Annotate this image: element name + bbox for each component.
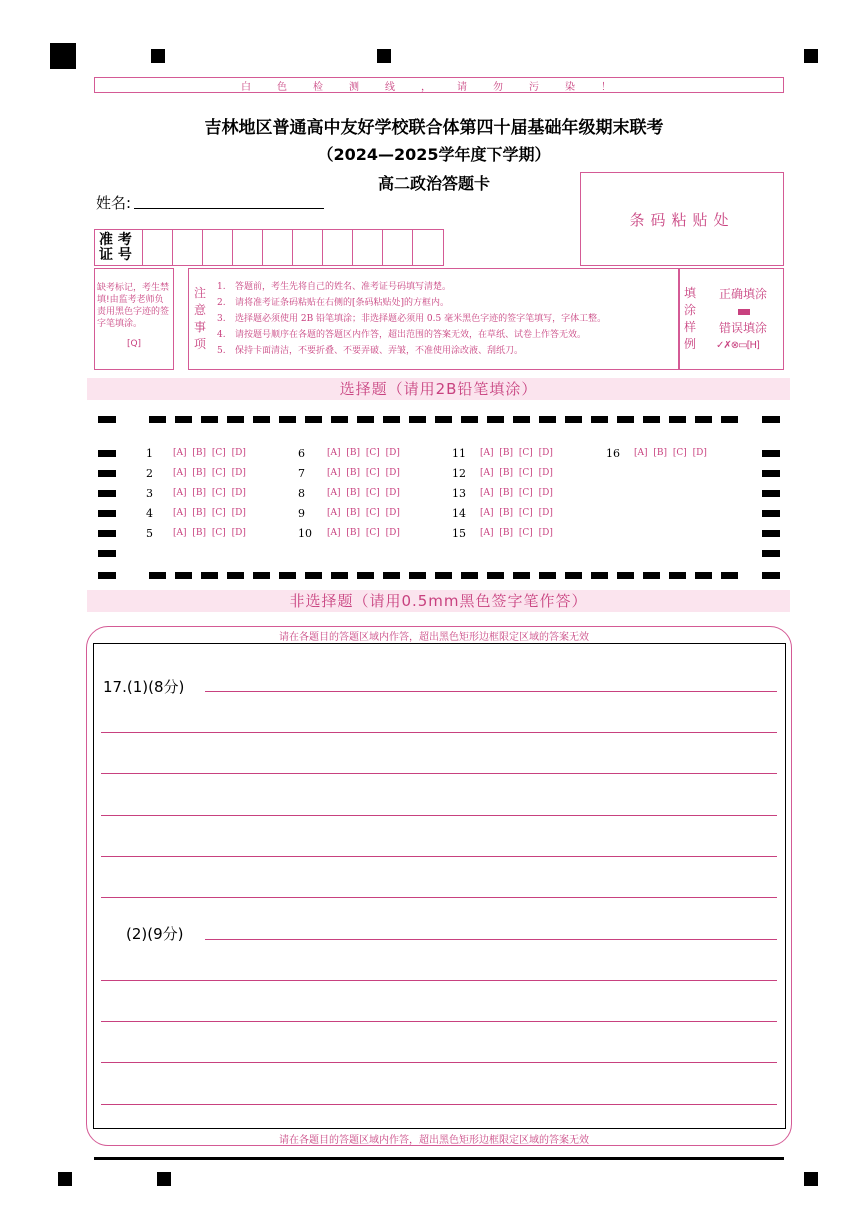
- timing-mark: [98, 550, 116, 557]
- question-number: 2: [146, 467, 153, 480]
- fill-example-label: 填 涂 样 例: [683, 286, 696, 351]
- exam-number-cell[interactable]: [143, 230, 173, 265]
- question-number: 12: [452, 467, 466, 480]
- exam-number-label: [95, 230, 143, 265]
- answer-line[interactable]: [205, 939, 777, 940]
- exam-title: 吉林地区普通高中友好学校联合体第四十届基础年级期末联考: [204, 118, 664, 138]
- exam-number-cell[interactable]: [233, 230, 263, 265]
- q17-part1-label: 17.(1)(8分): [103, 678, 185, 696]
- timing-mark: [383, 572, 400, 579]
- answer-line[interactable]: [101, 1021, 777, 1022]
- answer-options[interactable]: [A] [B] [C] [D]: [480, 508, 553, 518]
- timing-mark: [565, 416, 582, 423]
- timing-mark: [461, 572, 478, 579]
- timing-mark: [435, 416, 452, 423]
- correct-fill-label: 正确填涂: [719, 287, 768, 301]
- corner-mark-top-left: [50, 43, 76, 69]
- timing-mark: [175, 416, 192, 423]
- timing-mark: [565, 572, 582, 579]
- timing-mark: [98, 416, 116, 423]
- timing-mark: [762, 416, 780, 423]
- timing-mark: [643, 416, 660, 423]
- timing-mark: [331, 416, 348, 423]
- notice-label: 注 意 事 项: [193, 286, 206, 351]
- timing-mark: [762, 572, 780, 579]
- question-number: 7: [298, 467, 305, 480]
- question-number: 6: [298, 447, 305, 460]
- answer-line[interactable]: [101, 1104, 777, 1105]
- barcode-label: 条码粘贴处: [629, 210, 735, 229]
- answer-area-q17[interactable]: [93, 643, 786, 1129]
- timing-mark: [591, 572, 608, 579]
- white-detection-strip: [94, 77, 784, 93]
- timing-mark: [279, 572, 296, 579]
- exam-number-cell[interactable]: [173, 230, 203, 265]
- question-number: 8: [298, 487, 305, 500]
- question-number: 11: [452, 447, 466, 460]
- answer-line[interactable]: [101, 856, 777, 857]
- timing-mark: [721, 572, 738, 579]
- timing-mark: [461, 416, 478, 423]
- timing-mark: [804, 1172, 818, 1186]
- timing-mark: [305, 416, 322, 423]
- timing-mark: [157, 1172, 171, 1186]
- question-number: 4: [146, 507, 153, 520]
- timing-mark: [539, 416, 556, 423]
- timing-mark: [357, 416, 374, 423]
- question-number: 13: [452, 487, 466, 500]
- exam-number-grid: [94, 229, 444, 266]
- exam-number-cell[interactable]: [293, 230, 323, 265]
- timing-mark: [253, 416, 270, 423]
- answer-area-note-bottom: 请在各题目的答题区域内作答，超出黑色矩形边框限定区域的答案无效: [279, 1135, 589, 1146]
- notice-item: 2. 请将准考证条码粘贴在右侧的[条码粘贴处]的方框内。: [217, 298, 450, 308]
- answer-options[interactable]: [A] [B] [C] [D]: [480, 488, 553, 498]
- answer-options[interactable]: [A] [B] [C] [D]: [327, 508, 400, 518]
- answer-options[interactable]: [A] [B] [C] [D]: [327, 468, 400, 478]
- timing-mark: [58, 1172, 72, 1186]
- timing-mark: [98, 510, 116, 517]
- timing-mark: [98, 470, 116, 477]
- question-number: 16: [606, 447, 620, 460]
- timing-mark: [762, 510, 780, 517]
- answer-options[interactable]: [A] [B] [C] [D]: [480, 468, 553, 478]
- q17-part2-label: (2)(9分): [126, 925, 184, 943]
- question-number: 3: [146, 487, 153, 500]
- answer-options[interactable]: [A] [B] [C] [D]: [634, 448, 707, 458]
- timing-mark: [669, 416, 686, 423]
- timing-mark: [357, 572, 374, 579]
- correct-fill-sample: [738, 309, 750, 315]
- answer-options[interactable]: [A] [B] [C] [D]: [173, 508, 246, 518]
- wrong-fill-label: 错误填涂: [719, 321, 768, 335]
- exam-term: （2024—2025学年度下学期）: [317, 145, 551, 164]
- timing-mark: [762, 490, 780, 497]
- absence-mark-bubble[interactable]: [Q]: [126, 339, 142, 349]
- answer-options[interactable]: [A] [B] [C] [D]: [327, 448, 400, 458]
- answer-line[interactable]: [101, 732, 777, 733]
- timing-mark: [643, 572, 660, 579]
- wrong-fill-samples: ✓✗⊗▭[H]: [716, 340, 759, 351]
- answer-options[interactable]: [A] [B] [C] [D]: [173, 448, 246, 458]
- timing-mark: [409, 572, 426, 579]
- exam-number-cell[interactable]: [263, 230, 293, 265]
- timing-mark: [201, 416, 218, 423]
- question-number: 5: [146, 527, 153, 540]
- exam-number-cell[interactable]: [413, 230, 443, 265]
- exam-number-cell[interactable]: [383, 230, 413, 265]
- timing-mark: [331, 572, 348, 579]
- answer-options[interactable]: [A] [B] [C] [D]: [173, 488, 246, 498]
- timing-mark: [227, 416, 244, 423]
- answer-options[interactable]: [A] [B] [C] [D]: [327, 528, 400, 538]
- notice-item: 5. 保持卡面清洁，不要折叠、不要弄破、弄皱，不准使用涂改液、刮纸刀。: [217, 346, 524, 356]
- timing-mark: [305, 572, 322, 579]
- answer-line[interactable]: [101, 773, 777, 774]
- timing-mark: [409, 416, 426, 423]
- timing-mark: [487, 572, 504, 579]
- timing-mark: [227, 572, 244, 579]
- timing-mark: [617, 416, 634, 423]
- exam-number-label-line1: 准 考: [99, 232, 132, 248]
- answer-line[interactable]: [101, 1062, 777, 1063]
- timing-mark: [695, 416, 712, 423]
- question-number: 1: [146, 447, 153, 460]
- timing-mark: [253, 572, 270, 579]
- name-field[interactable]: [134, 208, 324, 209]
- answer-options[interactable]: [A] [B] [C] [D]: [173, 528, 246, 538]
- timing-mark: [487, 416, 504, 423]
- question-number: 15: [452, 527, 466, 540]
- exam-number-cell[interactable]: [323, 230, 353, 265]
- timing-mark: [279, 416, 296, 423]
- absence-mark-text: 缺考标记，考生禁填!由监考老师负责用黑色字迹的签字笔填涂。: [97, 283, 170, 329]
- answer-options[interactable]: [A] [B] [C] [D]: [480, 528, 553, 538]
- answer-options[interactable]: [A] [B] [C] [D]: [327, 488, 400, 498]
- notice-item: 4. 请按题号顺序在各题的答题区内作答，超出范围的答案无效，在草纸、试卷上作答无效。: [217, 330, 587, 340]
- timing-mark: [513, 572, 530, 579]
- answer-options[interactable]: [A] [B] [C] [D]: [480, 448, 553, 458]
- timing-mark: [98, 490, 116, 497]
- exam-number-cell[interactable]: [353, 230, 383, 265]
- timing-mark: [435, 572, 452, 579]
- timing-mark: [762, 530, 780, 537]
- timing-mark: [513, 416, 530, 423]
- barcode-area: [580, 172, 784, 266]
- exam-number-cell[interactable]: [203, 230, 233, 265]
- warning-text: 白色检测线，请勿污染！: [241, 81, 637, 93]
- card-title: 高二政治答题卡: [377, 174, 490, 193]
- timing-mark: [762, 470, 780, 477]
- answer-options[interactable]: [A] [B] [C] [D]: [173, 468, 246, 478]
- timing-mark: [98, 572, 116, 579]
- absence-mark-box: [94, 268, 174, 370]
- timing-mark: [151, 49, 165, 63]
- question-number: 14: [452, 507, 466, 520]
- timing-mark: [149, 416, 166, 423]
- answer-area-note-top: 请在各题目的答题区域内作答，超出黑色矩形边框限定区域的答案无效: [279, 632, 589, 643]
- notice-item: 1. 答题前，考生先将自己的姓名、准考证号码填写清楚。: [217, 282, 452, 292]
- bottom-rule: [94, 1157, 784, 1160]
- timing-mark: [617, 572, 634, 579]
- fill-example-box: [678, 268, 784, 370]
- timing-mark: [762, 550, 780, 557]
- timing-mark: [804, 49, 818, 63]
- timing-mark: [721, 416, 738, 423]
- question-number: 10: [298, 527, 312, 540]
- timing-mark: [695, 572, 712, 579]
- timing-mark: [591, 416, 608, 423]
- timing-mark: [383, 416, 400, 423]
- timing-mark: [175, 572, 192, 579]
- notice-item: 3. 选择题必须使用 2B 铅笔填涂；非选择题必须用 0.5 毫米黑色字迹的签字笔填写，字体工整。: [217, 314, 607, 324]
- timing-mark: [377, 49, 391, 63]
- choice-section-title: 选择题（请用2B铅笔填涂）: [87, 378, 790, 400]
- exam-number-label-line2: 证 号: [99, 247, 132, 263]
- answer-line[interactable]: [101, 815, 777, 816]
- timing-mark: [98, 530, 116, 537]
- answer-line[interactable]: [205, 691, 777, 692]
- timing-mark: [762, 450, 780, 457]
- answer-line[interactable]: [101, 980, 777, 981]
- question-number: 9: [298, 507, 305, 520]
- timing-mark: [669, 572, 686, 579]
- notice-box: [188, 268, 680, 370]
- nonchoice-section-title: 非选择题（请用0.5mm黑色签字笔作答）: [87, 590, 790, 612]
- timing-mark: [201, 572, 218, 579]
- timing-mark: [98, 450, 116, 457]
- timing-mark: [149, 572, 166, 579]
- answer-line[interactable]: [101, 897, 777, 898]
- timing-mark: [539, 572, 556, 579]
- notice-list: [217, 279, 606, 359]
- name-label: 姓名:: [96, 194, 132, 212]
